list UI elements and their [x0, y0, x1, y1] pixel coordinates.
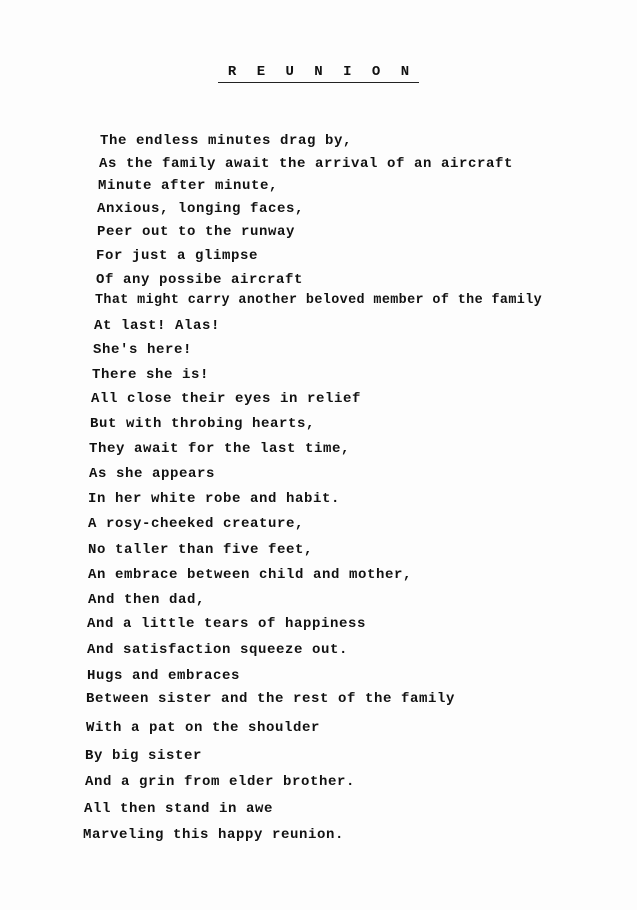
poem-line: No taller than five feet,	[88, 542, 314, 558]
poem-line: All then stand in awe	[84, 801, 274, 817]
poem-line: Between sister and the rest of the family	[86, 691, 456, 707]
poem-line: For just a glimpse	[96, 248, 259, 264]
poem-line: As the family await the arrival of an aircraft	[99, 156, 514, 172]
poem-line: And a little tears of happiness	[87, 616, 367, 632]
poem-line: At last! Alas!	[94, 318, 221, 334]
poem-line: There she is!	[92, 367, 210, 383]
poem-line: Of any possibe aircraft	[96, 272, 304, 288]
poem-line: Hugs and embraces	[87, 668, 241, 684]
poem-line: An embrace between child and mother,	[88, 567, 413, 583]
poem-line: The endless minutes drag by,	[100, 133, 353, 149]
poem-line: With a pat on the shoulder	[86, 720, 321, 736]
poem-line: By big sister	[85, 748, 203, 764]
poem-line: As she appears	[89, 466, 216, 482]
poem-line: She's here!	[93, 342, 193, 358]
poem-line: That might carry another beloved member of the family	[95, 293, 543, 308]
poem-title-text: R E U N I O N	[218, 64, 419, 83]
poem-line: And then dad,	[88, 592, 206, 608]
poem-line: Minute after minute,	[98, 178, 279, 194]
poem-line: Anxious, longing faces,	[97, 201, 305, 217]
poem-line: But with throbing hearts,	[90, 416, 316, 432]
poem-line: In her white robe and habit.	[88, 491, 341, 507]
poem-line: A rosy-cheeked creature,	[88, 516, 305, 532]
poem-line: And satisfaction squeeze out.	[87, 642, 349, 658]
poem-line: All close their eyes in relief	[91, 391, 362, 407]
poem-line: Peer out to the runway	[97, 224, 296, 240]
poem-line: Marveling this happy reunion.	[83, 827, 345, 843]
poem-line: They await for the last time,	[89, 441, 351, 457]
poem-line: And a grin from elder brother.	[85, 774, 356, 790]
